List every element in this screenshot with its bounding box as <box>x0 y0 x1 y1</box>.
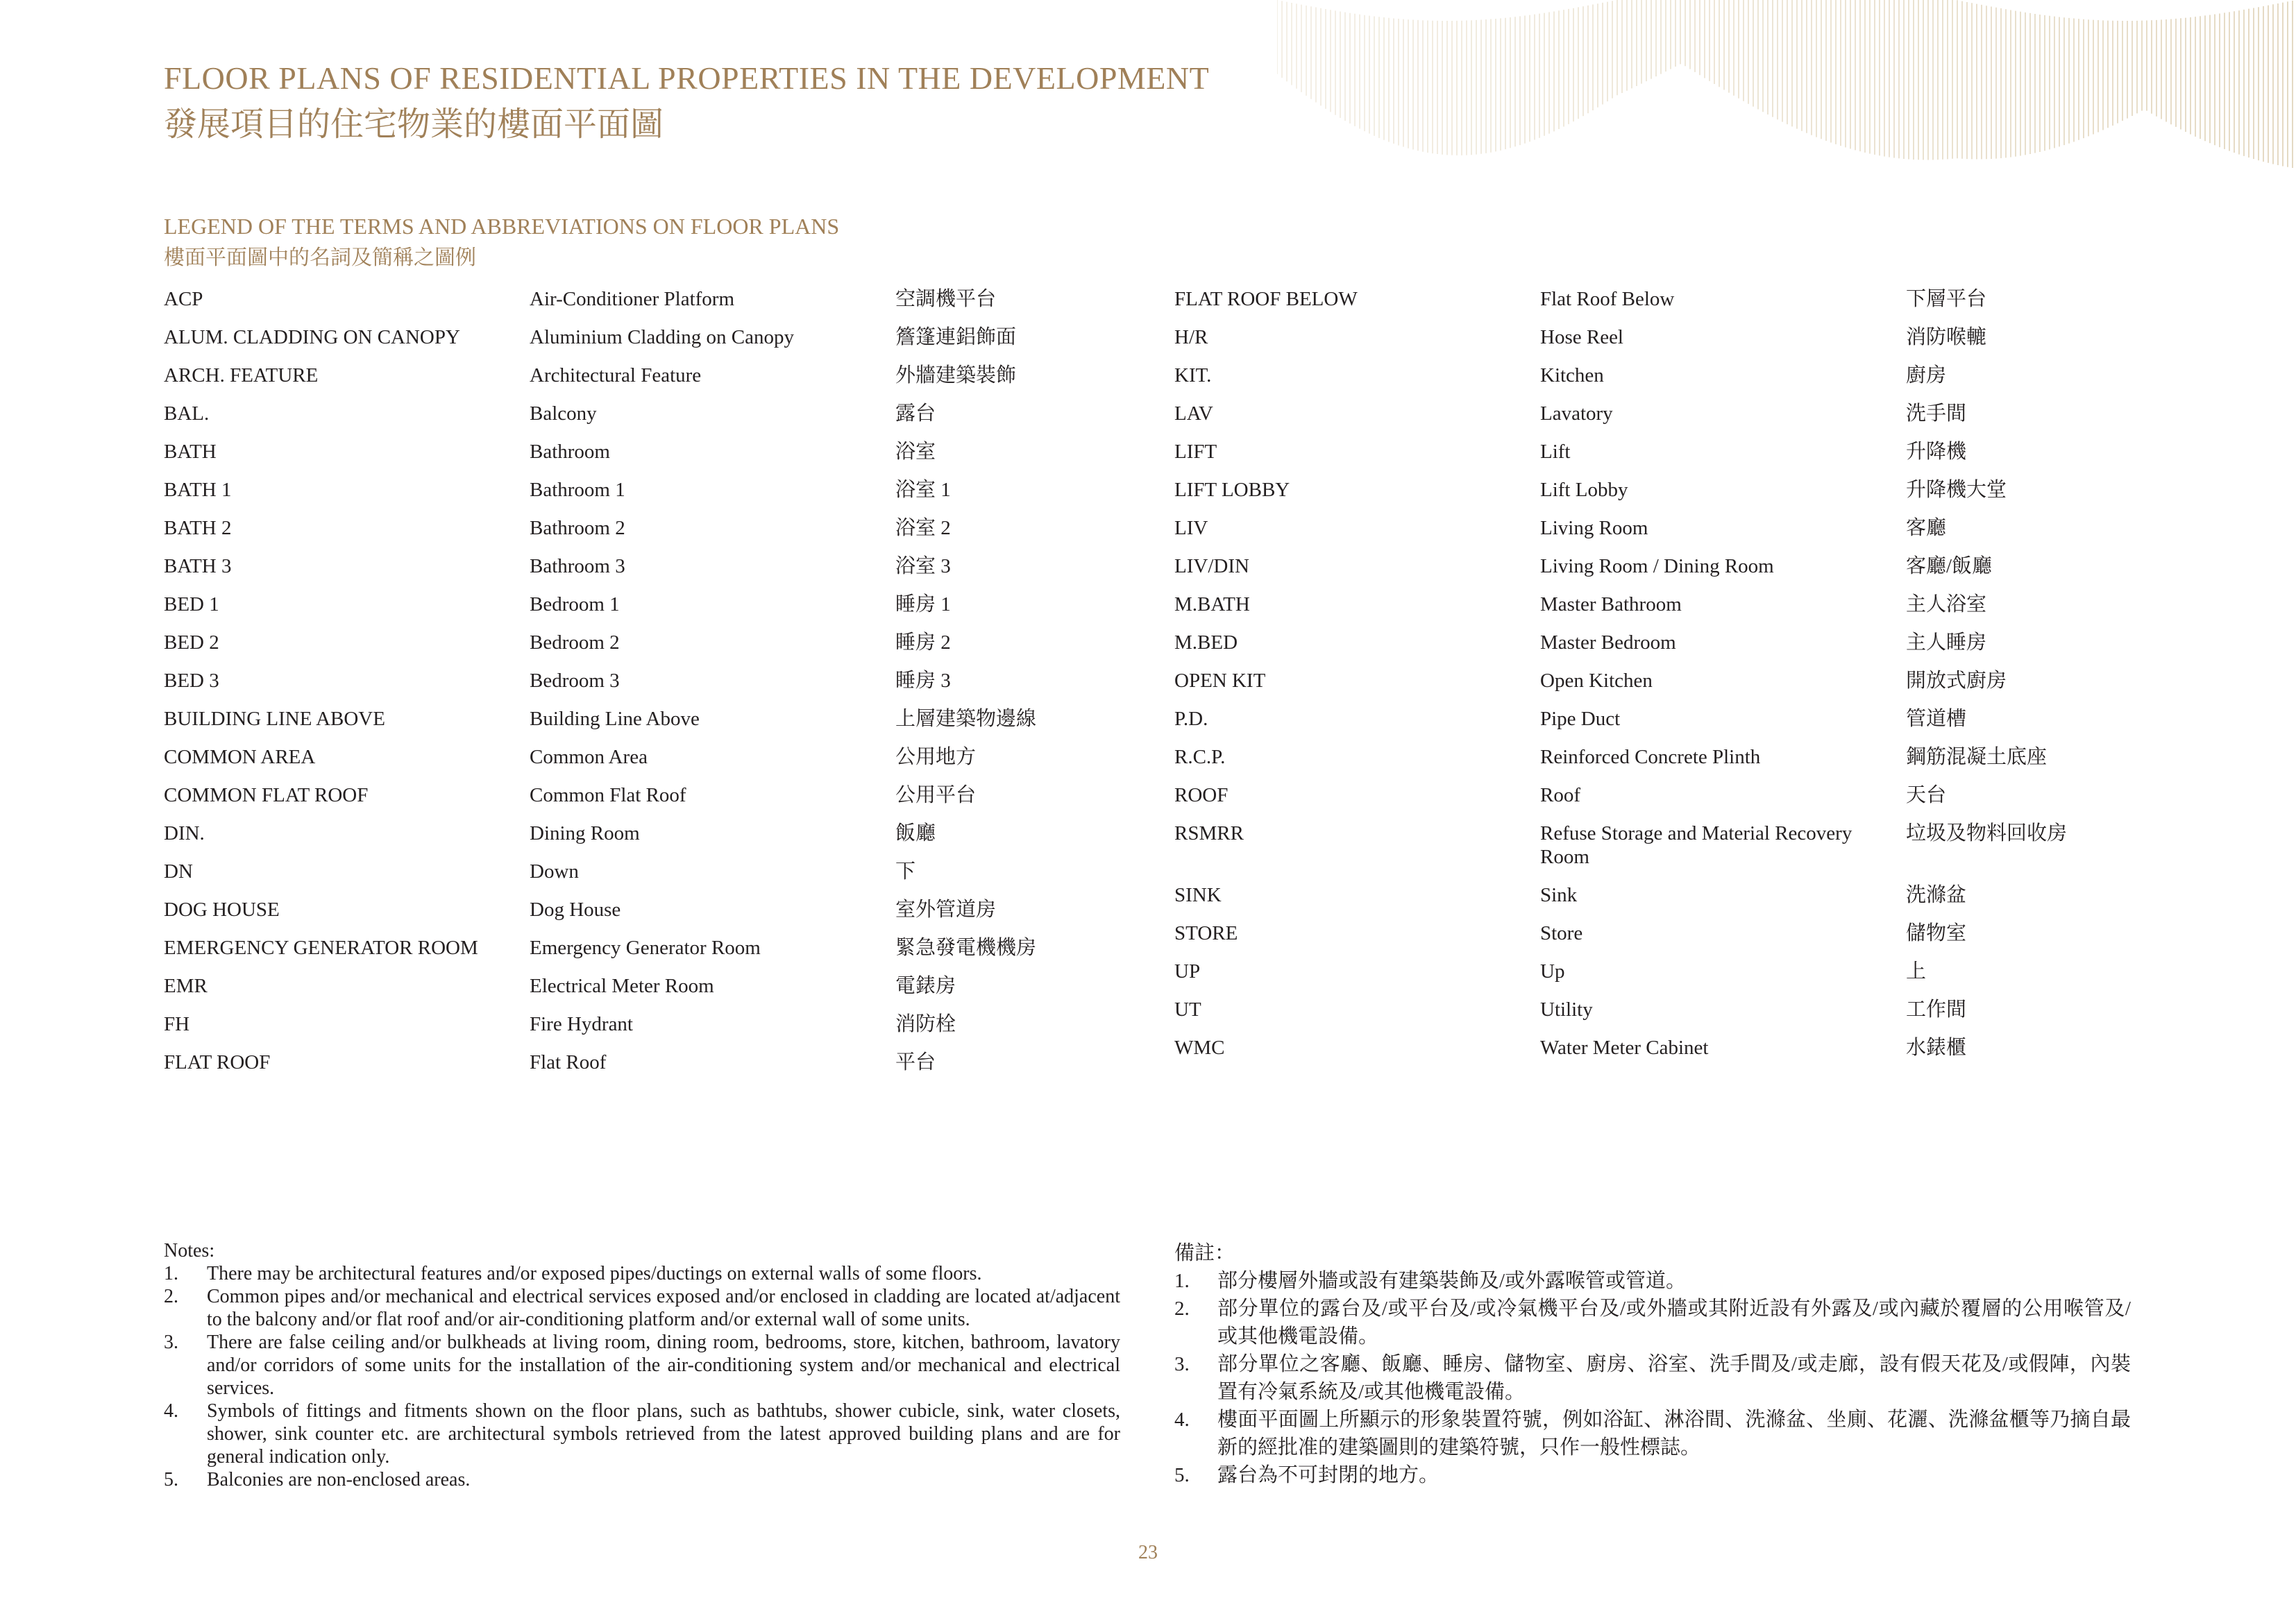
note-item <box>164 1331 1120 1400</box>
note-number: 5. <box>1174 1464 1190 1486</box>
legend-en: Bathroom 2 <box>530 517 625 539</box>
note-item <box>164 1468 1120 1491</box>
legend-row <box>164 478 1073 516</box>
legend-abbr: LIV/DIN <box>1174 555 1249 577</box>
legend-abbr: DN <box>164 860 193 883</box>
legend-en: Lift <box>1540 441 1571 463</box>
note-text: 部分單位之客廳、飯廳、睡房、儲物室、廚房、浴室、洗手間及/或走廊，設有假天花及/或假陣，內裝置有冷氣系統及/或其他機電設備。 <box>1217 1353 2131 1403</box>
legend-row <box>164 974 1073 1012</box>
legend-row <box>164 325 1073 364</box>
notes-heading-en: Notes: <box>164 1240 215 1261</box>
legend-abbr: H/R <box>1174 326 1208 348</box>
legend-en: Dining Room <box>530 822 640 844</box>
notes-list-zh <box>1174 1267 2131 1489</box>
legend-row <box>1174 883 2084 921</box>
legend-row <box>164 1012 1073 1051</box>
legend-row <box>1174 631 2084 669</box>
page-title-en: FLOOR PLANS OF RESIDENTIAL PROPERTIES IN THE DEVELOPMENT <box>164 60 1210 96</box>
legend-zh: 管道槽 <box>1906 708 1967 730</box>
legend-row <box>1174 402 2084 440</box>
note-text: 部分樓層外牆或設有建築裝飾及/或外露喉管或管道。 <box>1217 1270 1687 1292</box>
note-text: 樓面平面圖上所顯示的形象裝置符號，例如浴缸、淋浴間、洗滌盆、坐廁、花灑、洗滌盆櫃等乃摘自最新的經批准的建築圖則的建築符號，只作一般性標誌。 <box>1217 1409 2131 1459</box>
legend-row <box>164 402 1073 440</box>
legend-abbr: ACP <box>164 288 203 310</box>
legend-zh: 廚房 <box>1906 364 1947 386</box>
note-number: 5. <box>164 1469 178 1490</box>
note-number: 3. <box>164 1332 178 1353</box>
note-item <box>1174 1406 2131 1461</box>
legend-en: Kitchen <box>1540 364 1604 386</box>
legend-row <box>1174 783 2084 822</box>
legend-zh: 客廳 <box>1906 517 1947 539</box>
legend-row <box>1174 745 2084 783</box>
legend-zh: 主人浴室 <box>1906 593 1987 615</box>
legend-row <box>164 287 1073 325</box>
legend-row <box>164 516 1073 554</box>
legend-abbr: SINK <box>1174 884 1222 906</box>
legend-zh: 緊急發電機機房 <box>895 937 1037 959</box>
legend-zh: 工作間 <box>1906 999 1967 1021</box>
legend-abbr: BAL. <box>164 402 210 425</box>
legend-abbr: ROOF <box>1174 784 1229 806</box>
legend-zh: 飯廳 <box>895 822 936 844</box>
legend-abbr: RSMRR <box>1174 822 1244 844</box>
legend-en: Bathroom <box>530 441 610 463</box>
legend-row <box>164 593 1073 631</box>
legend-zh: 消防喉轆 <box>1906 326 1987 348</box>
legend-en: Flat Roof Below <box>1540 288 1675 310</box>
legend-zh: 天台 <box>1906 784 1947 806</box>
legend-en: Building Line Above <box>530 708 700 730</box>
legend-en: Architectural Feature <box>530 364 702 386</box>
legend-en: Bedroom 2 <box>530 631 620 654</box>
legend-row <box>1174 921 2084 960</box>
legend-zh: 電錶房 <box>895 975 956 997</box>
legend-row <box>164 783 1073 822</box>
legend-en: Reinforced Concrete Plinth <box>1540 746 1761 768</box>
legend-en: Fire Hydrant <box>530 1013 633 1035</box>
legend-row <box>164 898 1073 936</box>
legend-row <box>164 822 1073 860</box>
legend-row <box>164 936 1073 974</box>
legend-row <box>164 745 1073 783</box>
legend-zh: 平台 <box>895 1051 936 1073</box>
legend-zh: 睡房 1 <box>895 593 951 615</box>
legend-abbr: BED 1 <box>164 593 219 615</box>
legend-row <box>164 669 1073 707</box>
note-number: 4. <box>1174 1409 1190 1431</box>
legend-zh: 主人睡房 <box>1906 631 1987 654</box>
legend-abbr: EMERGENCY GENERATOR ROOM <box>164 937 478 959</box>
legend-row <box>164 440 1073 478</box>
legend-zh: 簷篷連鋁飾面 <box>895 326 1017 348</box>
legend-row <box>1174 998 2084 1036</box>
legend-table-left <box>164 287 1073 1089</box>
legend-en: Air-Conditioner Platform <box>530 288 735 310</box>
legend-zh: 睡房 2 <box>895 631 951 654</box>
legend-heading-en: LEGEND OF THE TERMS AND ABBREVIATIONS ON FLOOR PLANS <box>164 214 840 239</box>
legend-abbr: LIFT LOBBY <box>1174 479 1290 501</box>
legend-en: Bathroom 1 <box>530 479 625 501</box>
legend-abbr: EMR <box>164 975 208 997</box>
legend-table-right <box>1174 287 2084 1074</box>
legend-abbr: WMC <box>1174 1037 1225 1059</box>
legend-zh: 室外管道房 <box>895 899 997 921</box>
legend-zh: 洗手間 <box>1906 402 1967 425</box>
note-number: 4. <box>164 1400 178 1422</box>
page-number: 23 <box>1138 1542 1158 1563</box>
legend-en: Bathroom 3 <box>530 555 625 577</box>
legend-zh: 升降機大堂 <box>1906 479 2007 501</box>
note-number: 2. <box>1174 1298 1190 1320</box>
legend-zh: 浴室 2 <box>895 517 951 539</box>
legend-en: Dog House <box>530 899 621 921</box>
legend-abbr: BATH 1 <box>164 479 232 501</box>
legend-abbr: STORE <box>1174 922 1238 944</box>
legend-abbr: BATH 2 <box>164 517 232 539</box>
legend-abbr: DIN. <box>164 822 205 844</box>
legend-zh: 上層建築物邊線 <box>895 708 1037 730</box>
legend-row <box>164 364 1073 402</box>
legend-row <box>1174 707 2084 745</box>
legend-en: Aluminium Cladding on Canopy <box>530 326 795 348</box>
legend-zh: 睡房 3 <box>895 670 951 692</box>
note-text: There are false ceiling and/or bulkheads at living room, dining room, bedrooms, store, kitchen, bathroom, lavatory and/or corridors of some units for the installation of the air-conditioning system and/or mechanical and electrical services. <box>207 1332 1120 1399</box>
legend-row <box>164 554 1073 593</box>
legend-abbr: COMMON AREA <box>164 746 316 768</box>
legend-abbr: UT <box>1174 999 1201 1021</box>
legend-abbr: DOG HOUSE <box>164 899 280 921</box>
legend-en: Up <box>1540 960 1565 983</box>
legend-abbr: BATH 3 <box>164 555 232 577</box>
legend-zh: 外牆建築裝飾 <box>895 364 1017 386</box>
legend-zh: 儲物室 <box>1906 922 1967 944</box>
legend-heading-zh: 樓面平面圖中的名詞及簡稱之圖例 <box>164 246 476 269</box>
legend-en: Hose Reel <box>1540 326 1623 348</box>
notes-chinese <box>1174 1239 2131 1489</box>
legend-en: Lavatory <box>1540 402 1613 425</box>
legend-en: Bedroom 3 <box>530 670 620 692</box>
legend-zh: 開放式廚房 <box>1906 670 2007 692</box>
legend-abbr: M.BED <box>1174 631 1238 654</box>
note-text: Balconies are non-enclosed areas. <box>207 1469 471 1490</box>
legend-row <box>1174 440 2084 478</box>
legend-abbr: UP <box>1174 960 1201 983</box>
legend-row <box>164 631 1073 669</box>
legend-abbr: FH <box>164 1013 190 1035</box>
note-item <box>164 1262 1120 1285</box>
legend-abbr: ARCH. FEATURE <box>164 364 319 386</box>
legend-en: Roof <box>1540 784 1580 806</box>
legend-en: Master Bedroom <box>1540 631 1676 654</box>
legend-zh: 下層平台 <box>1906 288 1987 310</box>
legend-en: Bedroom 1 <box>530 593 620 615</box>
legend-row <box>1174 593 2084 631</box>
legend-zh: 鋼筋混凝土底座 <box>1906 746 2048 768</box>
legend-row <box>1174 669 2084 707</box>
note-text: Common pipes and/or mechanical and electrical services exposed and/or enclosed in cladding are located at/adjacent to the balcony and/or flat roof and/or air-conditioning platform and/or external wall of some units. <box>207 1286 1120 1330</box>
note-item <box>1174 1267 2131 1295</box>
note-number: 2. <box>164 1286 178 1307</box>
page-title-zh: 發展項目的住宅物業的樓面平面圖 <box>164 106 664 143</box>
legend-zh: 浴室 <box>895 441 936 463</box>
legend-zh: 浴室 3 <box>895 555 951 577</box>
legend-en: Electrical Meter Room <box>530 975 714 997</box>
legend-en: Lift Lobby <box>1540 479 1628 501</box>
legend-abbr: BATH <box>164 441 217 463</box>
note-text: There may be architectural features and/or exposed pipes/ductings on external walls of some floors. <box>207 1263 982 1284</box>
legend-abbr: BED 2 <box>164 631 219 654</box>
legend-en: Refuse Storage and Material Recovery Room <box>1540 822 1852 868</box>
note-text: 部分單位的露台及/或平台及/或冷氣機平台及/或外牆或其附近設有外露及/或內藏於覆層的公用喉管及/或其他機電設備。 <box>1217 1298 2131 1348</box>
legend-zh: 浴室 1 <box>895 479 951 501</box>
legend-row <box>164 707 1073 745</box>
legend-row <box>1174 478 2084 516</box>
legend-en: Common Area <box>530 746 648 768</box>
legend-abbr: BUILDING LINE ABOVE <box>164 708 385 730</box>
legend-abbr: FLAT ROOF <box>164 1051 271 1073</box>
legend-abbr: FLAT ROOF BELOW <box>1174 288 1358 310</box>
legend-zh: 下 <box>895 860 916 883</box>
legend-en: Water Meter Cabinet <box>1540 1037 1709 1059</box>
legend-abbr: R.C.P. <box>1174 746 1226 768</box>
legend-row <box>1174 822 2084 883</box>
note-number: 3. <box>1174 1353 1190 1375</box>
note-text: Symbols of fittings and fitments shown on the floor plans, such as bathtubs, shower cubicle, sink, water closets, shower, sink counter etc. are architectural symbols retrieved from the latest approved building plans and are for general indication only. <box>207 1400 1120 1468</box>
legend-row <box>1174 516 2084 554</box>
legend-abbr: OPEN KIT <box>1174 670 1266 692</box>
legend-abbr: LIV <box>1174 517 1208 539</box>
legend-en: Master Bathroom <box>1540 593 1682 615</box>
note-item <box>164 1400 1120 1468</box>
legend-abbr: LAV <box>1174 402 1213 425</box>
legend-zh: 公用地方 <box>895 746 977 768</box>
legend-en: Open Kitchen <box>1540 670 1653 692</box>
note-item <box>1174 1295 2131 1350</box>
legend-zh: 升降機 <box>1906 441 1967 463</box>
legend-zh: 露台 <box>895 402 936 425</box>
legend-row <box>1174 364 2084 402</box>
note-number: 1. <box>1174 1270 1190 1292</box>
note-item <box>1174 1350 2131 1406</box>
legend-zh: 空調機平台 <box>895 288 997 310</box>
notes-english <box>164 1239 1120 1491</box>
legend-en: Down <box>530 860 579 883</box>
notes-heading-zh: 備註： <box>1174 1242 1235 1264</box>
legend-zh: 客廳/飯廳 <box>1906 555 1993 577</box>
note-number: 1. <box>164 1263 178 1284</box>
legend-abbr: LIFT <box>1174 441 1217 463</box>
legend-row <box>1174 960 2084 998</box>
legend-zh: 消防栓 <box>895 1013 956 1035</box>
legend-row <box>164 1051 1073 1089</box>
legend-en: Store <box>1540 922 1583 944</box>
legend-en: Flat Roof <box>530 1051 607 1073</box>
legend-row <box>1174 325 2084 364</box>
legend-en: Living Room <box>1540 517 1648 539</box>
legend-zh: 垃圾及物料回收房 <box>1906 822 2068 844</box>
legend-en: Balcony <box>530 402 597 425</box>
legend-en: Pipe Duct <box>1540 708 1621 730</box>
note-item <box>1174 1461 2131 1489</box>
legend-abbr: KIT. <box>1174 364 1212 386</box>
notes-list-en <box>164 1262 1120 1491</box>
legend-row <box>1174 287 2084 325</box>
legend-abbr: M.BATH <box>1174 593 1250 615</box>
legend-zh: 上 <box>1906 960 1927 983</box>
legend-row <box>1174 554 2084 593</box>
decorative-wave-lines <box>1277 0 2296 187</box>
legend-row <box>164 860 1073 898</box>
legend-zh: 水錶櫃 <box>1906 1037 1967 1059</box>
legend-abbr: ALUM. CLADDING ON CANOPY <box>164 326 460 348</box>
legend-zh: 公用平台 <box>895 784 977 806</box>
legend-en: Sink <box>1540 884 1578 906</box>
legend-zh: 洗滌盆 <box>1906 884 1967 906</box>
legend-row <box>1174 1036 2084 1074</box>
note-text: 露台為不可封閉的地方。 <box>1217 1464 1440 1486</box>
legend-en: Emergency Generator Room <box>530 937 761 959</box>
note-item <box>164 1285 1120 1331</box>
legend-en: Common Flat Roof <box>530 784 686 806</box>
legend-abbr: BED 3 <box>164 670 219 692</box>
legend-abbr: COMMON FLAT ROOF <box>164 784 369 806</box>
legend-en: Utility <box>1540 999 1593 1021</box>
legend-en: Living Room / Dining Room <box>1540 555 1774 577</box>
legend-abbr: P.D. <box>1174 708 1208 730</box>
